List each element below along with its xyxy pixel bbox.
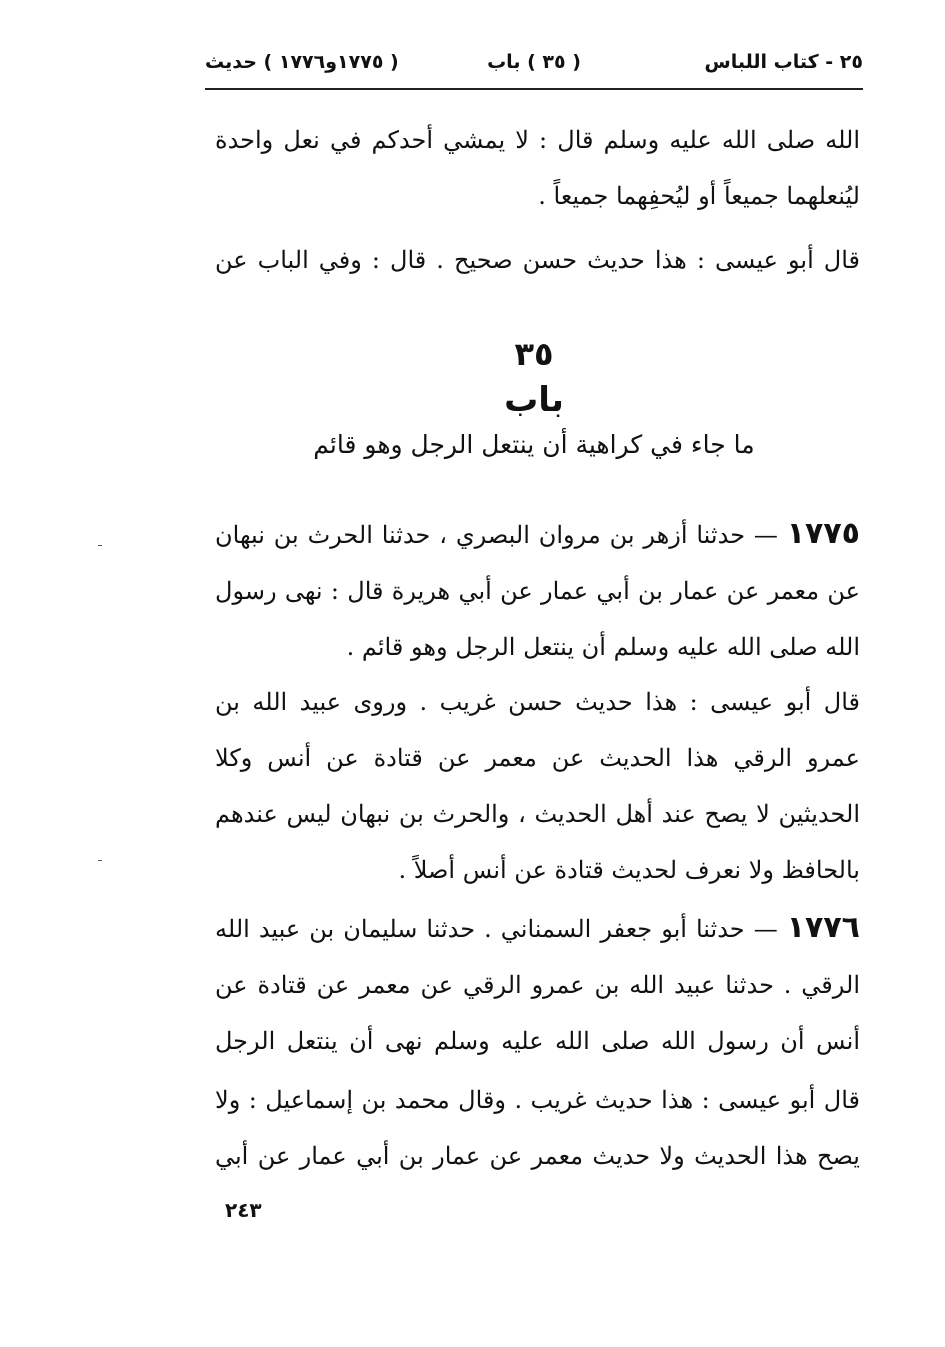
margin-speck	[98, 545, 102, 546]
hadith-1776-comment: قال أبو عيسى : هذا حديث غريب . وقال محمد بن إسماعيل : ولا يصح هذا الحديث ولا حديث معمر عن عمار بن أبي عمار عن أبي	[215, 1086, 860, 1170]
running-header	[205, 40, 863, 84]
hadith-number: ١٧٧٥	[786, 516, 860, 551]
hadith-1776	[215, 900, 860, 1068]
grading-paragraph: قال أبو عيسى : هذا حديث حسن صحيح . قال : وفي الباب عن	[215, 246, 860, 274]
hadith-1775-comment: قال أبو عيسى : هذا حديث حسن غريب . وروى عبيد الله بن عمرو الرقي هذا الحديث عن معمر عن قتادة عن أنس وكلا الحديثين لا يصح عند أهل الحديث ، والحرث بن نبهان ليس عندهم بالحافظ ولا نعرف لحديث قتادة عن أنس أصلاً .	[215, 688, 860, 884]
hadith-number: ١٧٧٦	[786, 910, 860, 945]
header-rule	[205, 88, 863, 90]
hadith-text: — حدثنا أبو جعفر السمناني . حدثنا سليمان بن عبيد الله الرقي . حدثنا عبيد الله بن عمرو الرقي عن معمر عن قتادة عن أنس أن رسول الله صلى الله عليه وسلم نهى أن ينتعل الرجل	[215, 915, 860, 1055]
hadith-1775	[215, 506, 860, 674]
section-title: ما جاء في كراهية أن ينتعل الرجل وهو قائم	[313, 430, 755, 459]
section-label: باب	[504, 380, 564, 420]
header-section: ( ٣٥ ) باب	[487, 51, 581, 73]
header-chapter: ٢٥ - كتاب اللباس	[704, 51, 863, 73]
margin-speck	[98, 860, 102, 861]
section-number: ٣٥	[514, 335, 554, 373]
hadith-text: — حدثنا أزهر بن مروان البصري ، حدثنا الحرث بن نبهان عن معمر عن عمار بن أبي عمار عن أبي هريرة قال : نهى رسول الله صلى الله عليه وسلم أن ينتعل الرجل وهو قائم .	[215, 521, 860, 661]
continuation-paragraph: الله صلى الله عليه وسلم قال : لا يمشي أحدكم في نعل واحدة ليُنعلهما جميعاً أو ليُحفِهما جميعاً .	[215, 126, 860, 210]
header-hadith-range: ( ١٧٧٥و١٧٧٦ ) حديث	[205, 51, 399, 73]
page-number: ٢٤٣	[225, 1198, 262, 1222]
